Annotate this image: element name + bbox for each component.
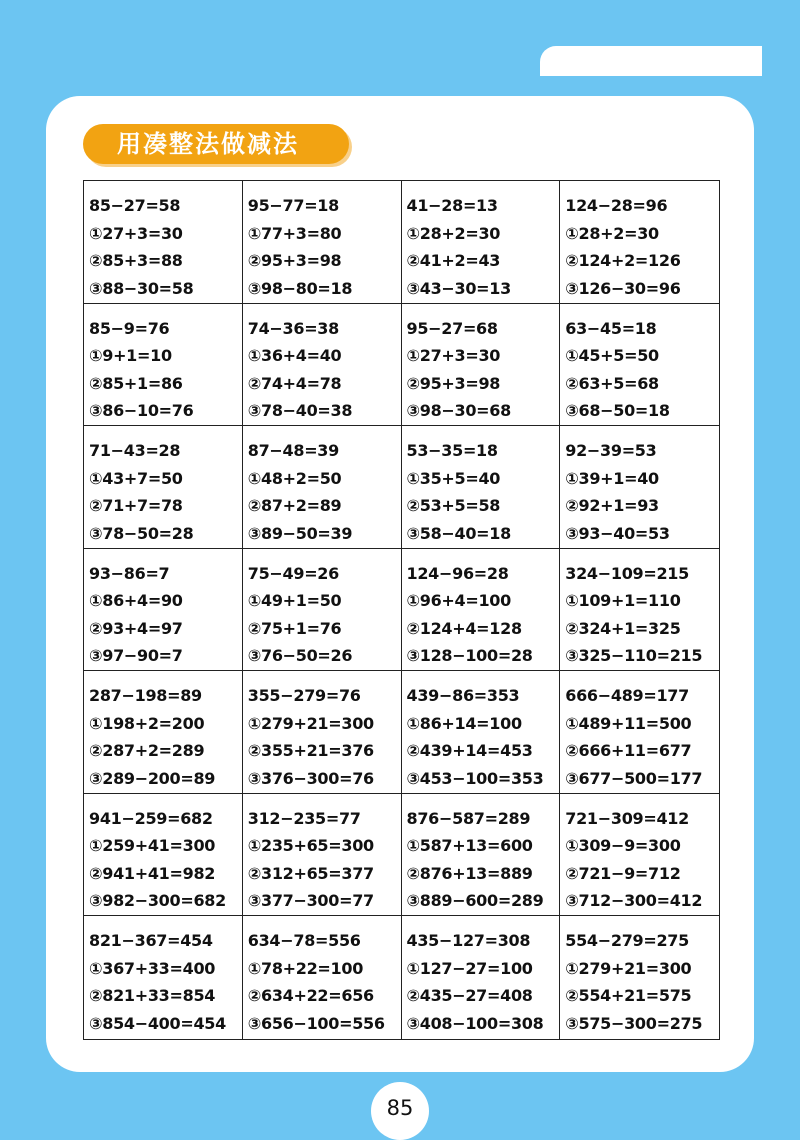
problem-question: 666−489=177 bbox=[565, 686, 689, 706]
problem-step: ②87+2=89 bbox=[247, 496, 342, 516]
problem-cell bbox=[402, 671, 561, 794]
problem-question: 85−27=58 bbox=[89, 196, 181, 215]
problem-question: 85−9=76 bbox=[89, 318, 170, 338]
problem-step: ③86−10=76 bbox=[89, 401, 194, 421]
problem-step: ②941+41=982 bbox=[89, 863, 216, 883]
problem-cell bbox=[402, 181, 561, 304]
problem-step: ③854−400=454 bbox=[89, 1013, 226, 1033]
problem-step: ②85+3=88 bbox=[89, 251, 183, 270]
problem-step: ②435−27=408 bbox=[406, 986, 533, 1006]
problem-step: ②124+2=126 bbox=[565, 251, 681, 270]
problem-step: ②92+1=93 bbox=[565, 496, 659, 516]
problem-step: ①279+21=300 bbox=[565, 958, 692, 978]
problem-question: 287−198=89 bbox=[89, 686, 202, 706]
problem-cell bbox=[243, 304, 402, 427]
problem-step: ③377−300=77 bbox=[247, 891, 374, 911]
problem-step: ①309−9=300 bbox=[565, 836, 681, 856]
problem-cell bbox=[560, 794, 719, 917]
problem-step: ①39+1=40 bbox=[565, 468, 659, 488]
problem-step: ③97−90=7 bbox=[89, 646, 183, 666]
problem-step: ②71+7=78 bbox=[89, 496, 183, 516]
problem-question: 821−367=454 bbox=[89, 931, 213, 951]
problem-step: ②312+65=377 bbox=[247, 863, 374, 883]
problem-step: ③656−100=556 bbox=[247, 1013, 385, 1033]
problem-step: ②95+3=98 bbox=[247, 251, 342, 270]
problem-question: 435−127=308 bbox=[406, 931, 531, 951]
problem-step: ③126−30=96 bbox=[565, 278, 681, 298]
problem-question: 941−259=682 bbox=[89, 808, 213, 828]
problem-question: 87−48=39 bbox=[247, 441, 339, 461]
problem-step: ③98−80=18 bbox=[247, 278, 353, 298]
problem-step: ①43+7=50 bbox=[89, 468, 183, 488]
problem-question: 554−279=275 bbox=[565, 931, 689, 951]
problem-step: ①259+41=300 bbox=[89, 836, 216, 856]
problem-question: 74−36=38 bbox=[247, 318, 339, 338]
problem-question: 93−86=7 bbox=[89, 563, 170, 583]
problem-cell bbox=[243, 671, 402, 794]
problem-step: ③128−100=28 bbox=[406, 646, 533, 666]
problem-step: ①235+65=300 bbox=[247, 836, 374, 856]
problem-question: 41−28=13 bbox=[406, 196, 498, 215]
problem-cell bbox=[84, 916, 243, 1039]
problem-cell bbox=[560, 181, 719, 304]
problem-question: 92−39=53 bbox=[565, 441, 657, 461]
problem-step: ②124+4=128 bbox=[406, 618, 522, 638]
problem-cell bbox=[560, 671, 719, 794]
problem-cell bbox=[84, 549, 243, 672]
problem-step: ②93+4=97 bbox=[89, 618, 183, 638]
problem-step: ①367+33=400 bbox=[89, 958, 216, 978]
problem-step: ②63+5=68 bbox=[565, 373, 659, 393]
problem-cell bbox=[243, 426, 402, 549]
problem-step: ①198+2=200 bbox=[89, 713, 205, 733]
problem-question: 63−45=18 bbox=[565, 318, 657, 338]
problem-cell bbox=[243, 794, 402, 917]
problem-step: ①587+13=600 bbox=[406, 836, 533, 856]
problem-cell bbox=[84, 181, 243, 304]
problem-cell bbox=[84, 426, 243, 549]
problem-step: ①45+5=50 bbox=[565, 346, 659, 366]
problem-step: ①489+11=500 bbox=[565, 713, 692, 733]
problem-question: 355−279=76 bbox=[247, 686, 361, 706]
problem-step: ①77+3=80 bbox=[247, 223, 342, 243]
problem-step: ③98−30=68 bbox=[406, 401, 511, 421]
problem-step: ②355+21=376 bbox=[247, 741, 374, 761]
problem-step: ①109+1=110 bbox=[565, 591, 681, 611]
problem-step: ①78+22=100 bbox=[247, 958, 364, 978]
problem-step: ②74+4=78 bbox=[247, 373, 342, 393]
problem-cell bbox=[560, 304, 719, 427]
problem-cell bbox=[402, 426, 561, 549]
problem-step: ③289−200=89 bbox=[89, 768, 216, 788]
problem-step: ③325−110=215 bbox=[565, 646, 703, 666]
problem-step: ③88−30=58 bbox=[89, 278, 194, 298]
problem-step: ③78−40=38 bbox=[247, 401, 353, 421]
problem-cell bbox=[402, 916, 561, 1039]
problem-step: ①28+2=30 bbox=[406, 223, 501, 243]
problem-step: ③58−40=18 bbox=[406, 523, 511, 543]
problem-step: ②324+1=325 bbox=[565, 618, 681, 638]
problem-step: ②85+1=86 bbox=[89, 373, 183, 393]
problem-step: ①48+2=50 bbox=[247, 468, 342, 488]
problem-step: ③453−100=353 bbox=[406, 768, 544, 788]
problem-step: ②287+2=289 bbox=[89, 741, 205, 761]
problem-question: 876−587=289 bbox=[406, 808, 531, 828]
problem-cell bbox=[402, 794, 561, 917]
problem-question: 721−309=412 bbox=[565, 808, 689, 828]
problem-step: ③408−100=308 bbox=[406, 1013, 544, 1033]
top-tab-decoration bbox=[540, 46, 762, 76]
problem-cell bbox=[402, 549, 561, 672]
problem-step: ①86+14=100 bbox=[406, 713, 522, 733]
problem-step: ②634+22=656 bbox=[247, 986, 374, 1006]
problem-step: ③93−40=53 bbox=[565, 523, 670, 543]
problem-step: ①127−27=100 bbox=[406, 958, 533, 978]
problem-cell bbox=[84, 671, 243, 794]
problem-cell bbox=[560, 916, 719, 1039]
problem-step: ③575−300=275 bbox=[565, 1013, 703, 1033]
problem-step: ②821+33=854 bbox=[89, 986, 216, 1006]
problem-question: 95−77=18 bbox=[247, 196, 339, 215]
problem-step: ③982−300=682 bbox=[89, 891, 226, 911]
problem-cell bbox=[84, 794, 243, 917]
problem-question: 71−43=28 bbox=[89, 441, 181, 461]
problem-step: ③76−50=26 bbox=[247, 646, 353, 666]
problem-question: 634−78=556 bbox=[247, 931, 361, 951]
problem-step: ①28+2=30 bbox=[565, 223, 659, 243]
problem-question: 124−28=96 bbox=[565, 196, 668, 215]
problem-step: ①96+4=100 bbox=[406, 591, 511, 611]
problem-question: 124−96=28 bbox=[406, 563, 509, 583]
problem-step: ①9+1=10 bbox=[89, 346, 172, 366]
page-number: 85 bbox=[371, 1082, 429, 1140]
problem-question: 75−49=26 bbox=[247, 563, 339, 583]
problem-step: ③712−300=412 bbox=[565, 891, 703, 911]
problem-cell bbox=[243, 916, 402, 1039]
problem-cell bbox=[84, 304, 243, 427]
problem-step: ③677−500=177 bbox=[565, 768, 703, 788]
problem-step: ①35+5=40 bbox=[406, 468, 501, 488]
problem-cell bbox=[243, 549, 402, 672]
problem-step: ②876+13=889 bbox=[406, 863, 533, 883]
problem-cell bbox=[402, 304, 561, 427]
problem-step: ③376−300=76 bbox=[247, 768, 374, 788]
problem-question: 312−235=77 bbox=[247, 808, 361, 828]
problem-step: ①279+21=300 bbox=[247, 713, 374, 733]
problem-step: ③889−600=289 bbox=[406, 891, 544, 911]
problem-step: ①49+1=50 bbox=[247, 591, 342, 611]
problem-step: ②666+11=677 bbox=[565, 741, 692, 761]
problem-step: ②75+1=76 bbox=[247, 618, 342, 638]
problem-question: 324−109=215 bbox=[565, 563, 689, 583]
problem-step: ②53+5=58 bbox=[406, 496, 501, 516]
problem-step: ①86+4=90 bbox=[89, 591, 183, 611]
problem-step: ③78−50=28 bbox=[89, 523, 194, 543]
problem-step: ②554+21=575 bbox=[565, 986, 692, 1006]
problem-step: ①36+4=40 bbox=[247, 346, 342, 366]
problem-cell bbox=[243, 181, 402, 304]
problem-cell bbox=[560, 426, 719, 549]
problem-step: ①27+3=30 bbox=[89, 223, 183, 243]
problem-question: 439−86=353 bbox=[406, 686, 520, 706]
problem-question: 53−35=18 bbox=[406, 441, 498, 461]
problem-step: ①27+3=30 bbox=[406, 346, 501, 366]
problem-step: ②721−9=712 bbox=[565, 863, 681, 883]
problem-step: ③68−50=18 bbox=[565, 401, 670, 421]
problem-cell bbox=[560, 549, 719, 672]
worksheet-title: 用凑整法做减法 bbox=[83, 124, 349, 164]
problem-step: ②95+3=98 bbox=[406, 373, 501, 393]
problem-step: ②41+2=43 bbox=[406, 251, 501, 270]
problem-step: ②439+14=453 bbox=[406, 741, 533, 761]
problem-step: ③89−50=39 bbox=[247, 523, 353, 543]
problem-grid bbox=[83, 180, 720, 1040]
problem-question: 95−27=68 bbox=[406, 318, 498, 338]
problem-step: ③43−30=13 bbox=[406, 278, 511, 298]
